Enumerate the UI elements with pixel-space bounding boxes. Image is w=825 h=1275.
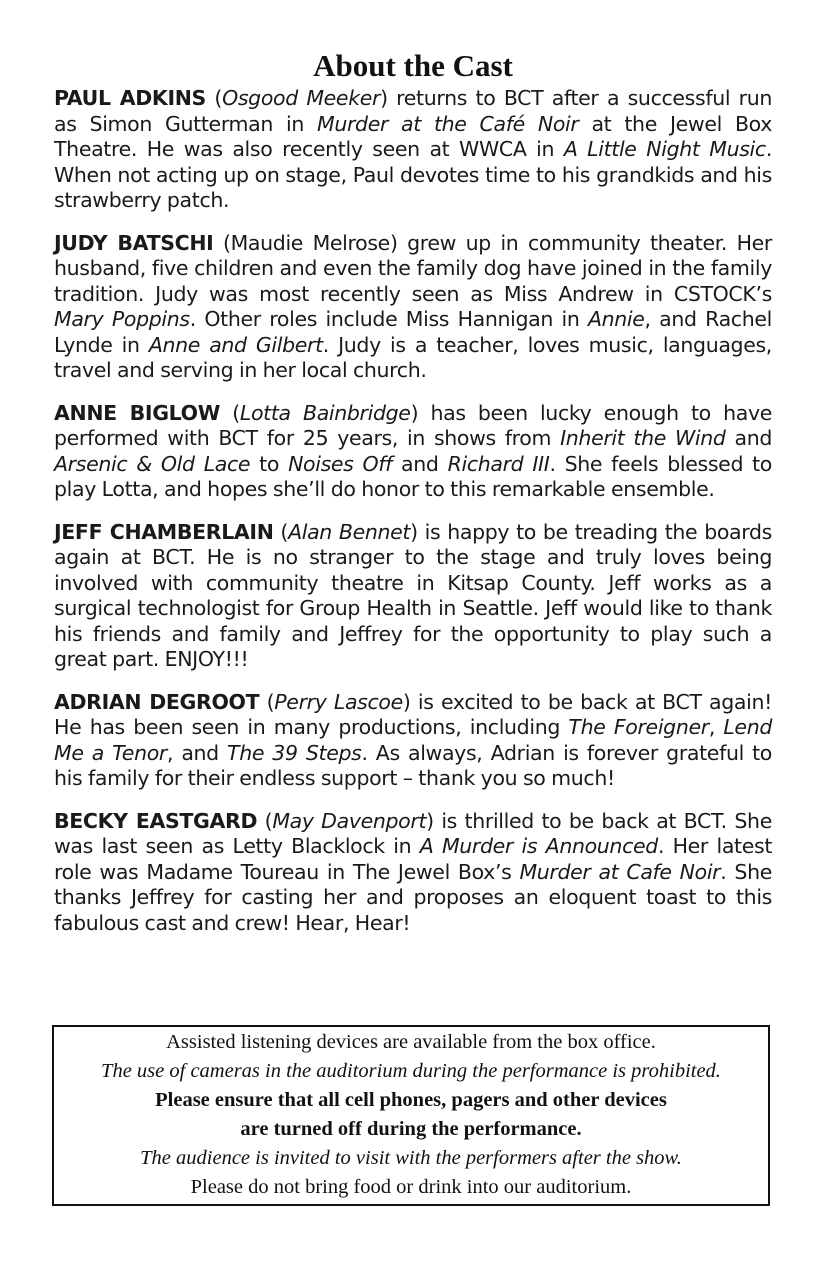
italic-title: Richard III (447, 451, 550, 476)
bio-text: . Other roles include Miss Hannigan in (189, 307, 588, 331)
bio-text: to (250, 451, 289, 476)
cast-bio-adrian-degroot (54, 690, 772, 792)
notice-meet-performers: The audience is invited to visit with the performers after the show. (140, 1147, 682, 1169)
bio-text: . When not acting up on stage, Paul devotes time to his grandkids and his strawberry patch. (54, 137, 772, 212)
bio-text: and (725, 426, 773, 450)
italic-title: May Davenport (272, 808, 427, 833)
notice-no-cameras: The use of cameras in the auditorium during the performance is prohibited. (101, 1060, 721, 1082)
bio-text: . As always, Adrian is forever grateful to his family for their endless support – thank you so much! (54, 740, 772, 790)
bio-text: ( (273, 519, 289, 544)
bio-text: . Judy is a teacher, loves music, languages, travel and serving in her local church. (54, 332, 772, 382)
bio-text: ( (220, 400, 240, 425)
bio-text: , (708, 715, 724, 739)
italic-title: Murder at the Café Noir (317, 111, 579, 136)
cast-member-name: BECKY EASTGARD (54, 808, 258, 833)
italic-title: The Foreigner (568, 715, 709, 739)
cast-member-name: JUDY BATSCHI (54, 230, 214, 255)
italic-title: Anne and Gilbert (148, 332, 323, 357)
italic-title: Lend Me a Tenor (54, 715, 772, 765)
italic-title: Lotta Bainbridge (239, 400, 411, 425)
bio-text: ) is excited to be back at BCT again! He has been seen in many productions, including (54, 689, 772, 739)
italic-title: Noises Off (288, 451, 393, 476)
italic-title: A Murder is Announced (419, 834, 658, 858)
italic-title: Mary Poppins (54, 307, 190, 331)
bio-text: . Her latest role was Madame Toureau in The Jewel Box’s (54, 834, 773, 884)
bio-text: ) returns to BCT after a successful run as Simon Gutterman in (54, 86, 772, 136)
italic-title: Annie (587, 307, 645, 331)
bio-text: ( (259, 689, 275, 714)
cast-bio-jeff-chamberlain (54, 520, 772, 673)
italic-title: Arsenic & Old Lace (54, 451, 251, 476)
cast-member-name: ANNE BIGLOW (54, 400, 220, 425)
audience-notice-box (52, 1025, 770, 1206)
italic-title: Murder at Cafe Noir (519, 859, 721, 884)
italic-title: The 39 Steps (227, 740, 362, 765)
bio-text: at the Jewel Box Theatre. He was also recently seen at WWCA in (54, 111, 772, 161)
bio-text: . She feels blessed to play Lotta, and hopes she’ll do honor to this remarkable ensemble. (54, 451, 772, 501)
bio-text: , and (166, 740, 228, 765)
cast-member-name: ADRIAN DEGROOT (54, 689, 260, 714)
bio-text: (Maudie Melrose) grew up in community theater. Her husband, five children and even the family dog have joined in the family tradition. Judy was most recently seen as Miss Andrew in CSTOCK’s (54, 230, 772, 306)
notice-listening-devices: Assisted listening devices are available from the box office. (166, 1031, 656, 1053)
notice-phones-line-2: are turned off during the performance. (240, 1118, 582, 1140)
cast-bio-becky-eastgard (54, 809, 772, 937)
notice-phones-line-1: Please ensure that all cell phones, pagers and other devices (155, 1089, 667, 1111)
italic-title: A Little Night Music (563, 137, 766, 161)
notice-no-food: Please do not bring food or drink into our auditorium. (190, 1176, 632, 1198)
bio-text: ( (257, 808, 273, 833)
bio-text: ) is happy to be treading the boards again at BCT. He is no stranger to the stage and truly loves being involved with community theatre in Kitsap County. Jeff works as a surgical technologist for Group Health in Seattle. Jeff would like to thank his friends and family and Jeffrey for the opportunity to play such a great part. ENJOY!!! (54, 519, 772, 671)
cast-member-name: PAUL ADKINS (54, 86, 206, 110)
italic-title: Perry Lascoe (274, 689, 403, 714)
cast-bio-paul-adkins (54, 86, 772, 214)
cast-bio-judy-batschi (54, 231, 772, 384)
cast-member-name: JEFF CHAMBERLAIN (54, 519, 274, 544)
bio-text: ) is thrilled to be back at BCT. She was last seen as Letty Blacklock in (54, 808, 772, 858)
bio-text: . She thanks Jeffrey for casting her and proposes an eloquent toast to this fabulous cast and crew! Hear, Hear! (54, 859, 772, 935)
italic-title: Osgood Meeker (222, 86, 381, 110)
program-page (54, 46, 772, 953)
bio-text: , and Rachel Lynde in (54, 307, 772, 357)
bio-text: and (392, 451, 448, 476)
bio-text: ( (205, 86, 223, 110)
page-title: About the Cast (313, 48, 513, 83)
bio-text: ) has been lucky enough to have performed with BCT for 25 years, in shows from (54, 400, 772, 450)
italic-title: Inherit the Wind (560, 426, 726, 450)
cast-bio-anne-biglow (54, 401, 772, 503)
italic-title: Alan Bennet (288, 519, 411, 544)
